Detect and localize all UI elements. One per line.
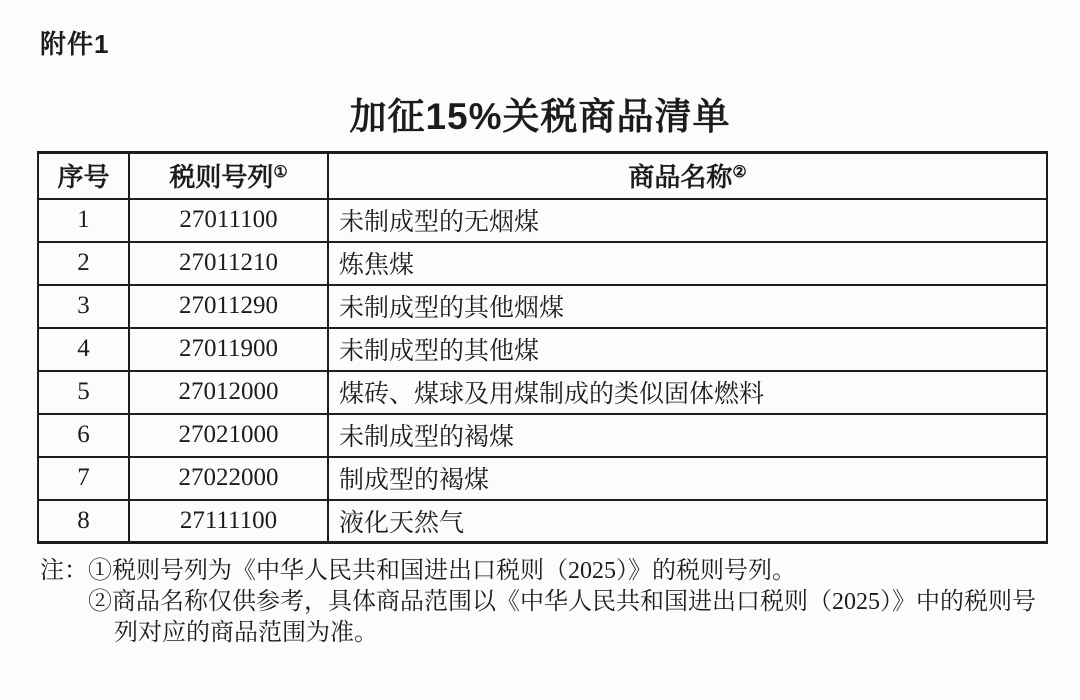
row-name: 未制成型的无烟煤 — [328, 199, 1047, 242]
row-name: 炼焦煤 — [328, 242, 1047, 285]
footnote-1: ①税则号列为《中华人民共和国进出口税则（2025）》的税则号列。 — [88, 558, 796, 584]
row-code: 27021000 — [129, 414, 328, 457]
column-header-name: 商品名称② — [328, 153, 1047, 199]
table-row — [38, 457, 1047, 500]
row-seq: 1 — [38, 199, 129, 242]
row-seq: 7 — [38, 457, 129, 500]
row-code: 27011100 — [129, 199, 328, 242]
row-code: 27011210 — [129, 242, 328, 285]
row-name: 煤砖、煤球及用煤制成的类似固体燃料 — [328, 371, 1047, 414]
footnotes — [40, 556, 1040, 649]
column-header-seq: 序号 — [38, 153, 129, 199]
attachment-label: 附件1 — [40, 29, 110, 59]
row-seq: 5 — [38, 371, 129, 414]
footnotes-label: 注： — [40, 558, 88, 584]
table-row — [38, 285, 1047, 328]
footnote-marker-1: ① — [273, 164, 288, 182]
row-name: 未制成型的其他烟煤 — [328, 285, 1047, 328]
row-seq: 4 — [38, 328, 129, 371]
row-name: 制成型的褐煤 — [328, 457, 1047, 500]
row-code: 27111100 — [129, 500, 328, 543]
row-seq: 2 — [38, 242, 129, 285]
table-row — [38, 414, 1047, 457]
tariff-table — [37, 151, 1048, 544]
row-code: 27012000 — [129, 371, 328, 414]
table-row — [38, 242, 1047, 285]
table-row — [38, 328, 1047, 371]
row-seq: 6 — [38, 414, 129, 457]
table-header-row — [38, 153, 1047, 199]
row-seq: 3 — [38, 285, 129, 328]
row-name: 未制成型的其他煤 — [328, 328, 1047, 371]
row-name: 液化天然气 — [328, 500, 1047, 543]
table-row — [38, 199, 1047, 242]
row-seq: 8 — [38, 500, 129, 543]
row-code: 27011900 — [129, 328, 328, 371]
footnote-2: ②商品名称仅供参考，具体商品范围以《中华人民共和国进出口税则（2025）》中的税则号列对应的商品范围为准。 — [88, 589, 1036, 646]
row-name: 未制成型的褐煤 — [328, 414, 1047, 457]
table-row — [38, 500, 1047, 543]
footnote-marker-2: ② — [732, 164, 747, 182]
page-title: 加征15%关税商品清单 — [349, 96, 731, 137]
column-header-code: 税则号列① — [129, 153, 328, 199]
row-code: 27011290 — [129, 285, 328, 328]
table-row — [38, 371, 1047, 414]
row-code: 27022000 — [129, 457, 328, 500]
